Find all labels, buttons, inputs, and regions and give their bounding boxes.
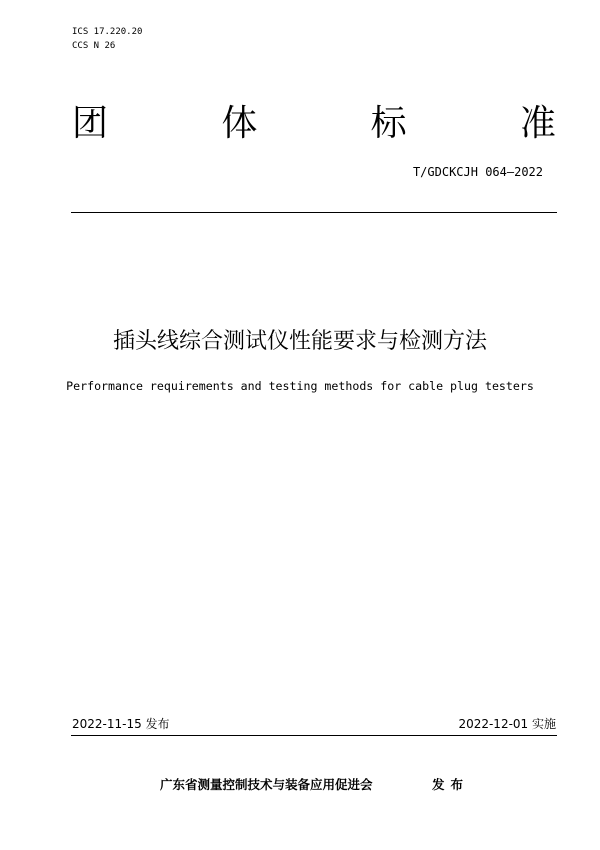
implement-date: 2022-12-01 实施 bbox=[458, 717, 556, 731]
document-title-chinese: 插头线综合测试仪性能要求与检测方法 bbox=[112, 329, 487, 354]
issuer-action: 发布 bbox=[432, 777, 470, 792]
standard-type-title bbox=[72, 102, 556, 146]
standard-type-char: 准 bbox=[519, 103, 556, 144]
standard-code: T/GDCKCJH 064—2022 bbox=[412, 165, 543, 179]
document-title-english: Performance requirements and testing methods for cable plug testers bbox=[66, 379, 534, 393]
ccs-code: CCS N 26 bbox=[72, 41, 116, 51]
standard-type-char: 团 bbox=[72, 103, 109, 144]
publish-date: 2022-11-15 发布 bbox=[72, 717, 170, 731]
standard-type-char: 标 bbox=[370, 103, 407, 144]
bottom-divider bbox=[71, 735, 557, 736]
ics-code: ICS 17.220.20 bbox=[72, 27, 143, 37]
issuer-name: 广东省测量控制技术与装备应用促进会 bbox=[160, 777, 373, 792]
top-divider bbox=[71, 212, 557, 213]
standard-type-char: 体 bbox=[221, 103, 258, 144]
